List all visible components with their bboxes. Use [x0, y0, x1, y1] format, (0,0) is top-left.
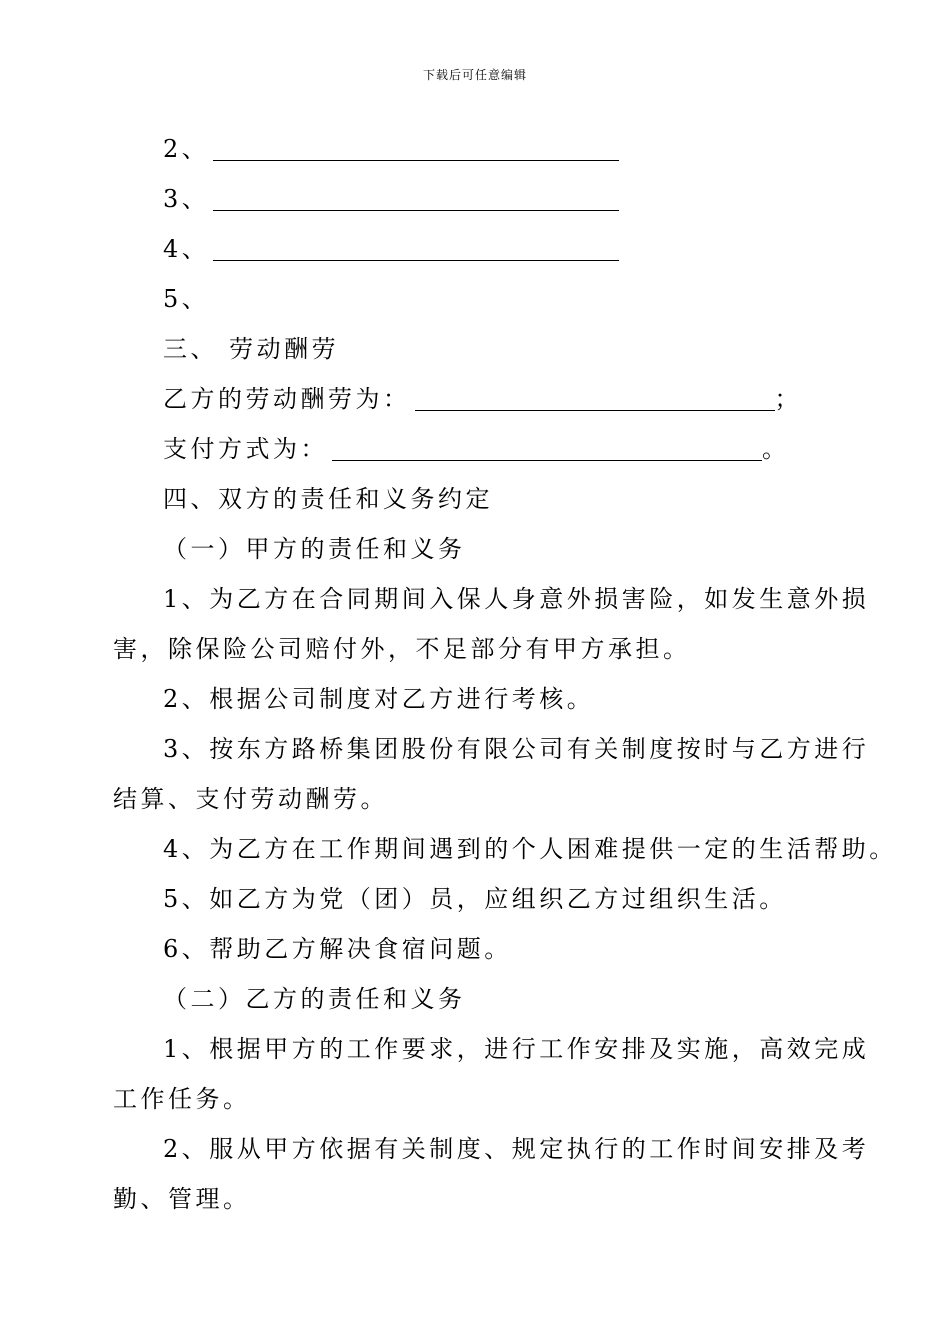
clause-a2: 2、根据公司制度对乙方进行考核。: [163, 685, 595, 713]
clause-a4: 4、为乙方在工作期间遇到的个人困难提供一定的生活帮助。: [163, 835, 897, 863]
clause-b1-line1: 1、根据甲方的工作要求，进行工作安排及实施，高效完成: [163, 1035, 870, 1063]
clause-a1-line2: 害，除保险公司赔付外，不足部分有甲方承担。: [113, 635, 691, 663]
pay-label: 乙方的劳动酬劳为：: [163, 385, 411, 413]
clause-a6: 6、帮助乙方解决食宿问题。: [163, 935, 512, 963]
pay-line: [163, 384, 802, 414]
item-number: 2、: [163, 135, 210, 163]
clause-a1-line1: 1、为乙方在合同期间入保人身意外损害险，如发生意外损: [163, 585, 870, 613]
list-item-2: [163, 134, 619, 164]
pay-end: ；: [774, 385, 802, 413]
fill-blank[interactable]: [213, 138, 619, 161]
clause-a3-line1: 3、按东方路桥集团股份有限公司有关制度按时与乙方进行: [163, 735, 870, 763]
pay-blank[interactable]: [415, 388, 775, 411]
item-number: 5、: [163, 285, 210, 313]
section-4-title: 四、双方的责任和义务约定: [163, 485, 493, 513]
clause-a3-line2: 结算、支付劳动酬劳。: [113, 785, 388, 813]
subsection-1-title: （一）甲方的责任和义务: [163, 535, 466, 563]
method-end: 。: [762, 435, 790, 463]
subsection-2-title: （二）乙方的责任和义务: [163, 985, 466, 1013]
section-3-title: 三、 劳动酬劳: [163, 335, 340, 363]
clause-b1-line2: 工作任务。: [113, 1085, 251, 1113]
fill-blank[interactable]: [213, 238, 619, 261]
list-item-5: [163, 284, 209, 314]
page-header: 下载后可任意编辑: [422, 68, 527, 82]
item-number: 4、: [163, 235, 210, 263]
fill-blank[interactable]: [213, 188, 619, 211]
list-item-3: [163, 184, 619, 214]
clause-b2-line1: 2、服从甲方依据有关制度、规定执行的工作时间安排及考: [163, 1135, 870, 1163]
item-number: 3、: [163, 185, 210, 213]
clause-b2-line2: 勤、管理。: [113, 1185, 251, 1213]
method-line: [163, 434, 790, 464]
clause-a5: 5、如乙方为党（团）员，应组织乙方过组织生活。: [163, 885, 787, 913]
list-item-4: [163, 234, 619, 264]
method-label: 支付方式为：: [163, 435, 328, 463]
method-blank[interactable]: [332, 438, 762, 461]
